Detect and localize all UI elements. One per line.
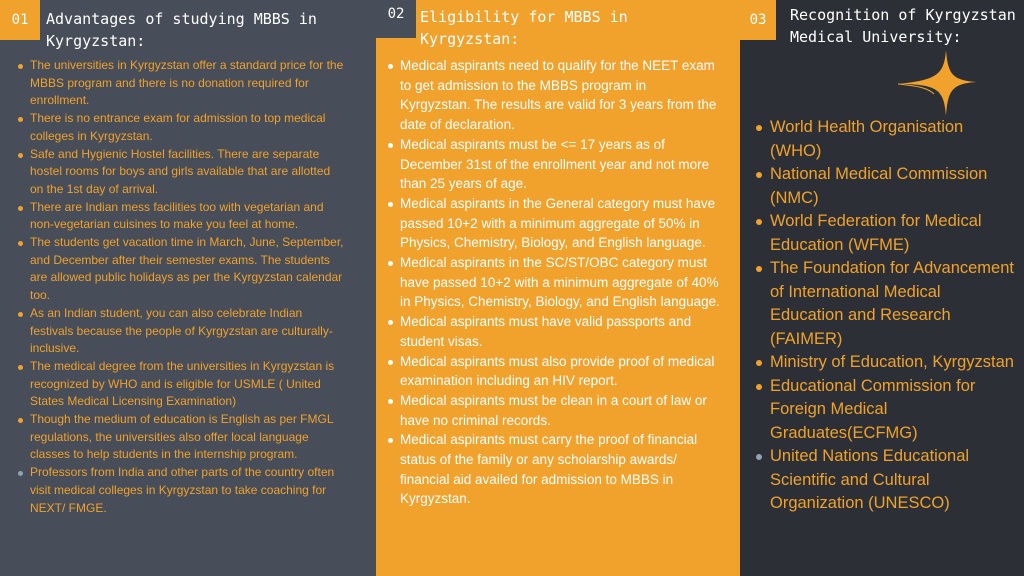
list-item: Educational Commission for Foreign Medical Graduates(ECFMG) <box>756 375 1018 446</box>
bullet-icon <box>18 153 23 158</box>
list-item: The students get vacation time in March, June, September, and December after their semester exams. The students are allowed public holidays as per the Kyrgyzstan calendar too. <box>18 234 346 305</box>
list-item: Medical aspirants in the General category must have passed 10+2 with a minimum aggregate of 50% in Physics, Chemistry, Biology, and English language. <box>388 194 720 253</box>
bullet-icon <box>388 202 393 207</box>
sparkle-star-icon <box>888 44 978 124</box>
list-item: Professors from India and other parts of the country often visit medical colleges in Kyrgyzstan to take coaching for NEXT/ FMGE. <box>18 464 346 517</box>
list-item: Medical aspirants must be <= 17 years as of December 31st of the enrollment year and not more than 25 years of age. <box>388 135 720 194</box>
list-item: There is no entrance exam for admission to top medical colleges in Kyrgyzstan. <box>18 110 346 145</box>
bullet-icon <box>18 418 23 423</box>
list-item: Medical aspirants must also provide proof of medical examination including an HIV report. <box>388 352 720 391</box>
list-item: Though the medium of education is English as per FMGL regulations, the universities also offer local language classes to help students in the internship program. <box>18 411 346 464</box>
bullet-icon <box>18 312 23 317</box>
advantages-title: Advantages of studying MBBS in Kyrgyzstan: <box>46 10 317 50</box>
list-item: World Federation for Medical Education (WFME) <box>756 210 1018 257</box>
list-item: World Health Organisation (WHO) <box>756 116 1018 163</box>
advantages-panel <box>0 0 376 576</box>
bullet-icon <box>18 471 23 476</box>
list-item: Medical aspirants need to qualify for the NEET exam to get admission to the MBBS program in Kyrgyzstan. The results are valid for 3 years from the date of declaration. <box>388 56 720 135</box>
advantages-list <box>18 57 346 517</box>
bullet-icon <box>18 206 23 211</box>
list-item: There are Indian mess facilities too with vegetarian and non-vegetarian cuisines to make you feel at home. <box>18 199 346 234</box>
bullet-icon <box>388 261 393 266</box>
bullet-icon <box>388 438 393 443</box>
bullet-icon <box>18 117 23 122</box>
bullet-icon <box>756 360 762 366</box>
bullet-icon <box>18 64 23 69</box>
section-number-02: 02 <box>376 0 416 38</box>
section-number-01: 01 <box>0 0 40 40</box>
bullet-icon <box>388 320 393 325</box>
bullet-icon <box>756 384 762 390</box>
list-item: The Foundation for Advancement of International Medical Education and Research (FAIMER) <box>756 257 1018 351</box>
list-item: The universities in Kyrgyzstan offer a standard price for the MBBS program and there is no donation required for enrollment. <box>18 57 346 110</box>
eligibility-title: Eligibility for MBBS in Kyrgyzstan: <box>420 8 628 48</box>
bullet-icon <box>388 360 393 365</box>
list-item: National Medical Commission (NMC) <box>756 163 1018 210</box>
bullet-icon <box>756 454 762 460</box>
bullet-icon <box>756 266 762 272</box>
bullet-icon <box>756 125 762 131</box>
section-number-03: 03 <box>740 0 776 40</box>
eligibility-list <box>388 56 720 509</box>
list-item: Medical aspirants must have valid passports and student visas. <box>388 312 720 351</box>
list-item: As an Indian student, you can also celebrate Indian festivals because the people of Kyrgyzstan are culturally-inclusive. <box>18 305 346 358</box>
bullet-icon <box>756 219 762 225</box>
bullet-icon <box>388 399 393 404</box>
list-item: Safe and Hygienic Hostel facilities. There are separate hostel rooms for boys and girls available that are allotted on the 1st day of arrival. <box>18 146 346 199</box>
recognition-panel <box>740 0 1024 576</box>
recognition-title: Recognition of Kyrgyzstan Medical University: <box>790 6 1016 46</box>
recognition-list <box>756 116 1018 516</box>
bullet-icon <box>388 143 393 148</box>
bullet-icon <box>18 365 23 370</box>
list-item: United Nations Educational Scientific and Cultural Organization (UNESCO) <box>756 445 1018 516</box>
list-item: Medical aspirants in the SC/ST/OBC category must have passed 10+2 with a minimum aggregate of 40% in Physics, Chemistry, Biology, and English language. <box>388 253 720 312</box>
bullet-icon <box>756 172 762 178</box>
list-item: Medical aspirants must carry the proof of financial status of the family or any scholarship awards/ financial aid availed for admission to MBBS in Kyrgyzstan. <box>388 430 720 509</box>
list-item: The medical degree from the universities in Kyrgyzstan is recognized by WHO and is eligible for USMLE ( United States Medical Licensing Examination) <box>18 358 346 411</box>
list-item: Medical aspirants must be clean in a court of law or have no criminal records. <box>388 391 720 430</box>
eligibility-panel <box>376 0 740 576</box>
list-item: Ministry of Education, Kyrgyzstan <box>756 351 1018 375</box>
bullet-icon <box>18 241 23 246</box>
bullet-icon <box>388 64 393 69</box>
